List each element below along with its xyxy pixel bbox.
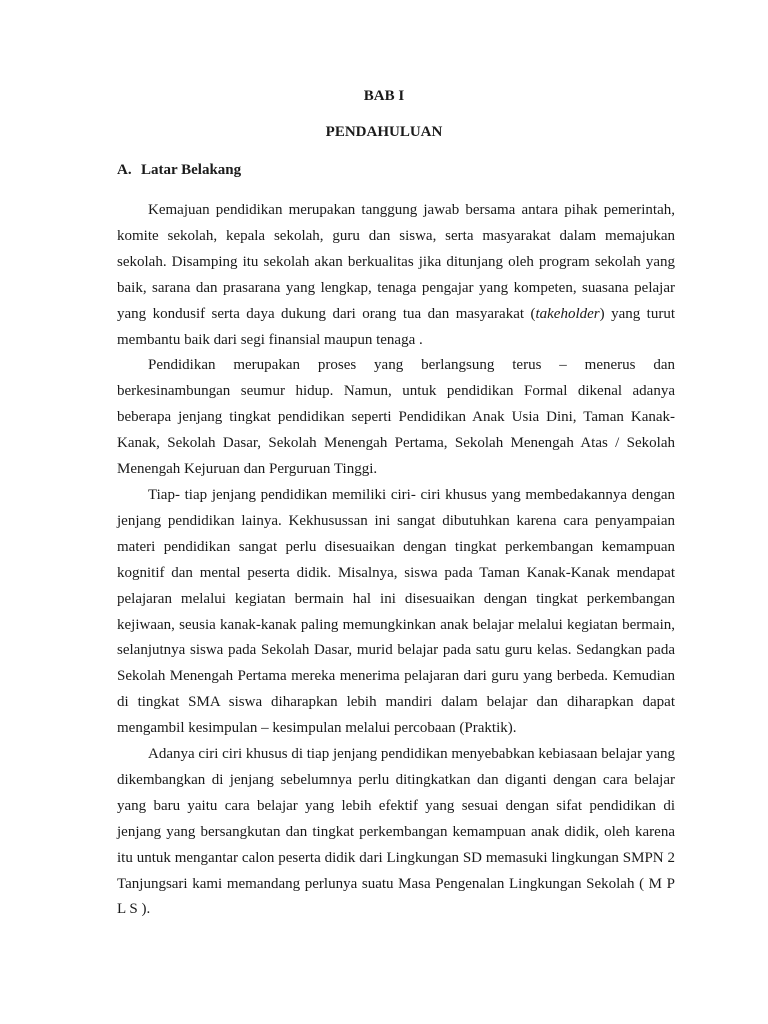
- paragraph-1-italic-term: takeholder: [535, 305, 600, 322]
- section-title: Latar Belakang: [141, 162, 242, 178]
- section-letter: A.: [117, 162, 132, 178]
- paragraph-1-text-start: Kemajuan pendidikan merupakan tanggung jawab bersama antara pihak pemerintah, komite sekolah, kepala sekolah, guru dan siswa, serta masyarakat dalam memajukan sekolah. Disamping itu sekolah akan berkualitas jika ditunjang oleh program sekolah yang baik, sarana dan prasarana yang lengkap, tenaga pengajar yang kompeten, suasana pelajar yang kondusif serta daya dukung dari orang tua dan masyarakat (: [117, 202, 675, 322]
- paragraph-4: Adanya ciri ciri khusus di tiap jenjang pendidikan menyebabkan kebiasaan belajar yang dikembangkan di jenjang sebelumnya perlu ditingkatkan dan diganti dengan cara belajar yang baru yaitu cara belajar yang lebih efektif yang sesuai dengan sifat pendidikan di jenjang yang bersangkutan dan tingkat perkembangan kemampuan anak didik, oleh karena itu untuk mengantar calon peserta didik dari Lingkungan SD memasuki lingkungan SMPN 2 Tanjungsari kami memandang perlunya suatu Masa Pengenalan Lingkungan Sekolah ( M P L S ).: [117, 746, 675, 918]
- body-text: [117, 198, 675, 923]
- chapter-title: PENDAHULUAN: [325, 124, 443, 140]
- paragraph-1: [117, 198, 675, 353]
- paragraph-1-text-end: ) yang turut membantu baik dari segi finansial maupun tenaga .: [117, 305, 675, 348]
- paragraph-2: Pendidikan merupakan proses yang berlangsung terus – menerus dan berkesinambungan seumur hidup. Namun, untuk pendidikan Formal dikenal adanya beberapa jenjang tingkat pendidikan seperti Pendidikan Anak Usia Dini, Taman Kanak-Kanak, Sekolah Dasar, Sekolah Menengah Pertama, Sekolah Menengah Atas / Sekolah Menengah Kejuruan dan Perguruan Tinggi.: [117, 357, 675, 478]
- chapter-number: BAB I: [363, 88, 405, 104]
- paragraph-3: Tiap- tiap jenjang pendidikan memiliki ciri- ciri khusus yang membedakannya dengan jenjang pendidikan lainya. Kekhusussan ini sangat dibutuhkan karena cara penyampaian materi pendidikan sangat perlu disesuaikan dengan tingkat perkembangan kemampuan kognitif dan mental peserta didik. Misalnya, siswa pada Taman Kanak-Kanak mendapat pelajaran melalui kegiatan bermain hal ini disesuaikan dengan tingkat perkembangan kejiwaan, seusia kanak-kanak paling memungkinkan anak belajar melalui kegiatan bermain, selanjutnya siswa pada Sekolah Dasar, murid belajar pada satu guru kelas. Sedangkan pada Sekolah Menengah Pertama mereka menerima pelajaran dari guru yang berbeda. Kemudian di tingkat SMA siswa diharapkan lebih mandiri dalam belajar dan diharapkan dapat mengambil kesimpulan – kesimpulan melalui percobaan (Praktik).: [117, 486, 675, 737]
- section-heading: [117, 162, 241, 179]
